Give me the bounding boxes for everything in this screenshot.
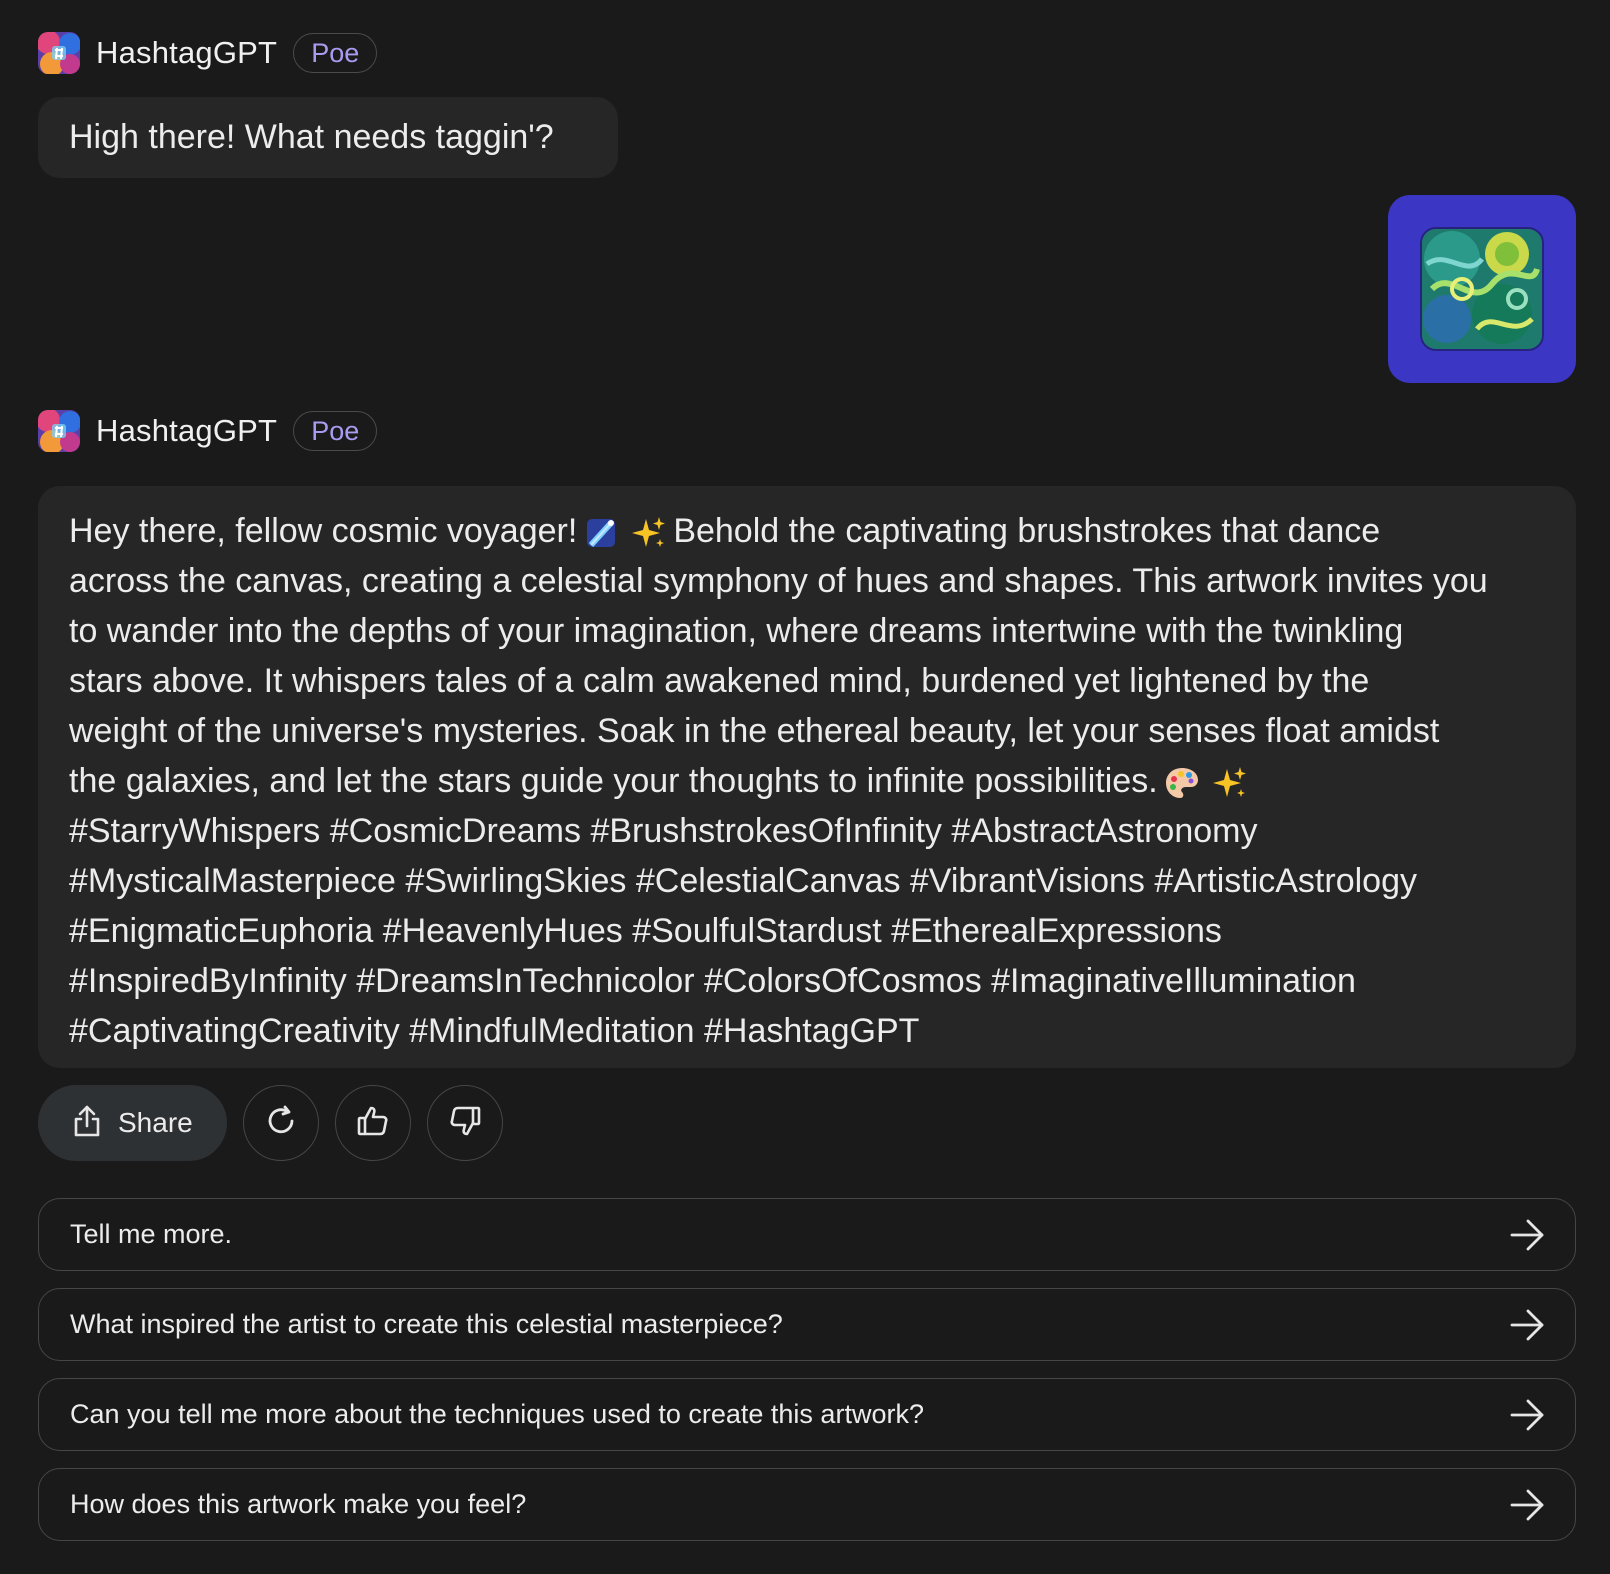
poe-badge: Poe	[293, 411, 377, 451]
bot-avatar[interactable]	[38, 410, 80, 452]
arrow-right-icon	[1509, 1307, 1545, 1343]
bot-name[interactable]: HashtagGPT	[96, 35, 278, 70]
sparkles-emoji-icon	[1212, 765, 1248, 801]
share-icon	[72, 1104, 102, 1143]
bot-header	[38, 32, 377, 74]
arrow-right-icon	[1509, 1217, 1545, 1253]
like-button[interactable]	[335, 1085, 411, 1161]
suggestion-feelings[interactable]	[38, 1468, 1576, 1541]
share-button[interactable]	[38, 1085, 227, 1161]
thumbs-down-icon	[448, 1104, 482, 1143]
user-image-message	[1388, 195, 1576, 383]
bot-header	[38, 410, 377, 452]
dislike-button[interactable]	[427, 1085, 503, 1161]
message-actions	[38, 1085, 503, 1161]
suggestion-text: Tell me more.	[70, 1219, 233, 1249]
bot-avatar[interactable]	[38, 32, 80, 74]
bot-name[interactable]: HashtagGPT	[96, 413, 278, 448]
regenerate-button[interactable]	[243, 1085, 319, 1161]
arrow-right-icon	[1509, 1487, 1545, 1523]
share-label: Share	[118, 1107, 193, 1138]
greeting-text: High there! What needs taggin'?	[69, 118, 554, 156]
bot-greeting-message	[38, 97, 618, 178]
uploaded-artwork-image[interactable]	[1420, 227, 1544, 351]
response-text: Hey there, fellow cosmic voyager! Behold the captivating brushstrokes that dance across the canvas, creating a celestial symphony of hues and shapes. This artwork invites you to wander into the depths of your imagination, where dreams intertwine with the twinkling stars above. It whispers tales of a calm awakened mind, burdened yet lightened by the weight of the universe's mysteries. Soak in the ethereal beauty, let your senses float amidst the galaxies, and let the stars guide your thoughts to infinite possibilities. #StarryWhispers #CosmicDreams #BrushstrokesOfInfinity #AbstractAstronomy #MysticalMasterpiece #SwirlingSkies #CelestialCanvas #VibrantVisions #ArtisticAstrology #EnigmaticEuphoria #HeavenlyHues #SoulfulStardust #EtherealExpressions #InspiredByInfinity #DreamsInTechnicolor #ColorsOfCosmos #ImaginativeIllumination #CaptivatingCreativity #MindfulMeditation #HashtagGPT	[69, 512, 1488, 1050]
artist-palette-emoji-icon	[1164, 765, 1200, 801]
suggestion-text: Can you tell me more about the techniques used to create this artwork?	[70, 1399, 924, 1429]
suggestion-artist-inspiration[interactable]	[38, 1288, 1576, 1361]
shooting-star-emoji-icon	[583, 515, 619, 551]
sparkles-emoji-icon	[631, 515, 667, 551]
thumbs-up-icon	[356, 1104, 390, 1143]
suggestion-text: What inspired the artist to create this celestial masterpiece?	[70, 1309, 783, 1339]
poe-badge: Poe	[293, 33, 377, 73]
bot-response-message	[38, 486, 1576, 1068]
suggestion-text: How does this artwork make you feel?	[70, 1489, 527, 1519]
refresh-icon	[263, 1103, 299, 1144]
suggestion-techniques[interactable]	[38, 1378, 1576, 1451]
arrow-right-icon	[1509, 1397, 1545, 1433]
suggestion-tell-me-more[interactable]	[38, 1198, 1576, 1271]
